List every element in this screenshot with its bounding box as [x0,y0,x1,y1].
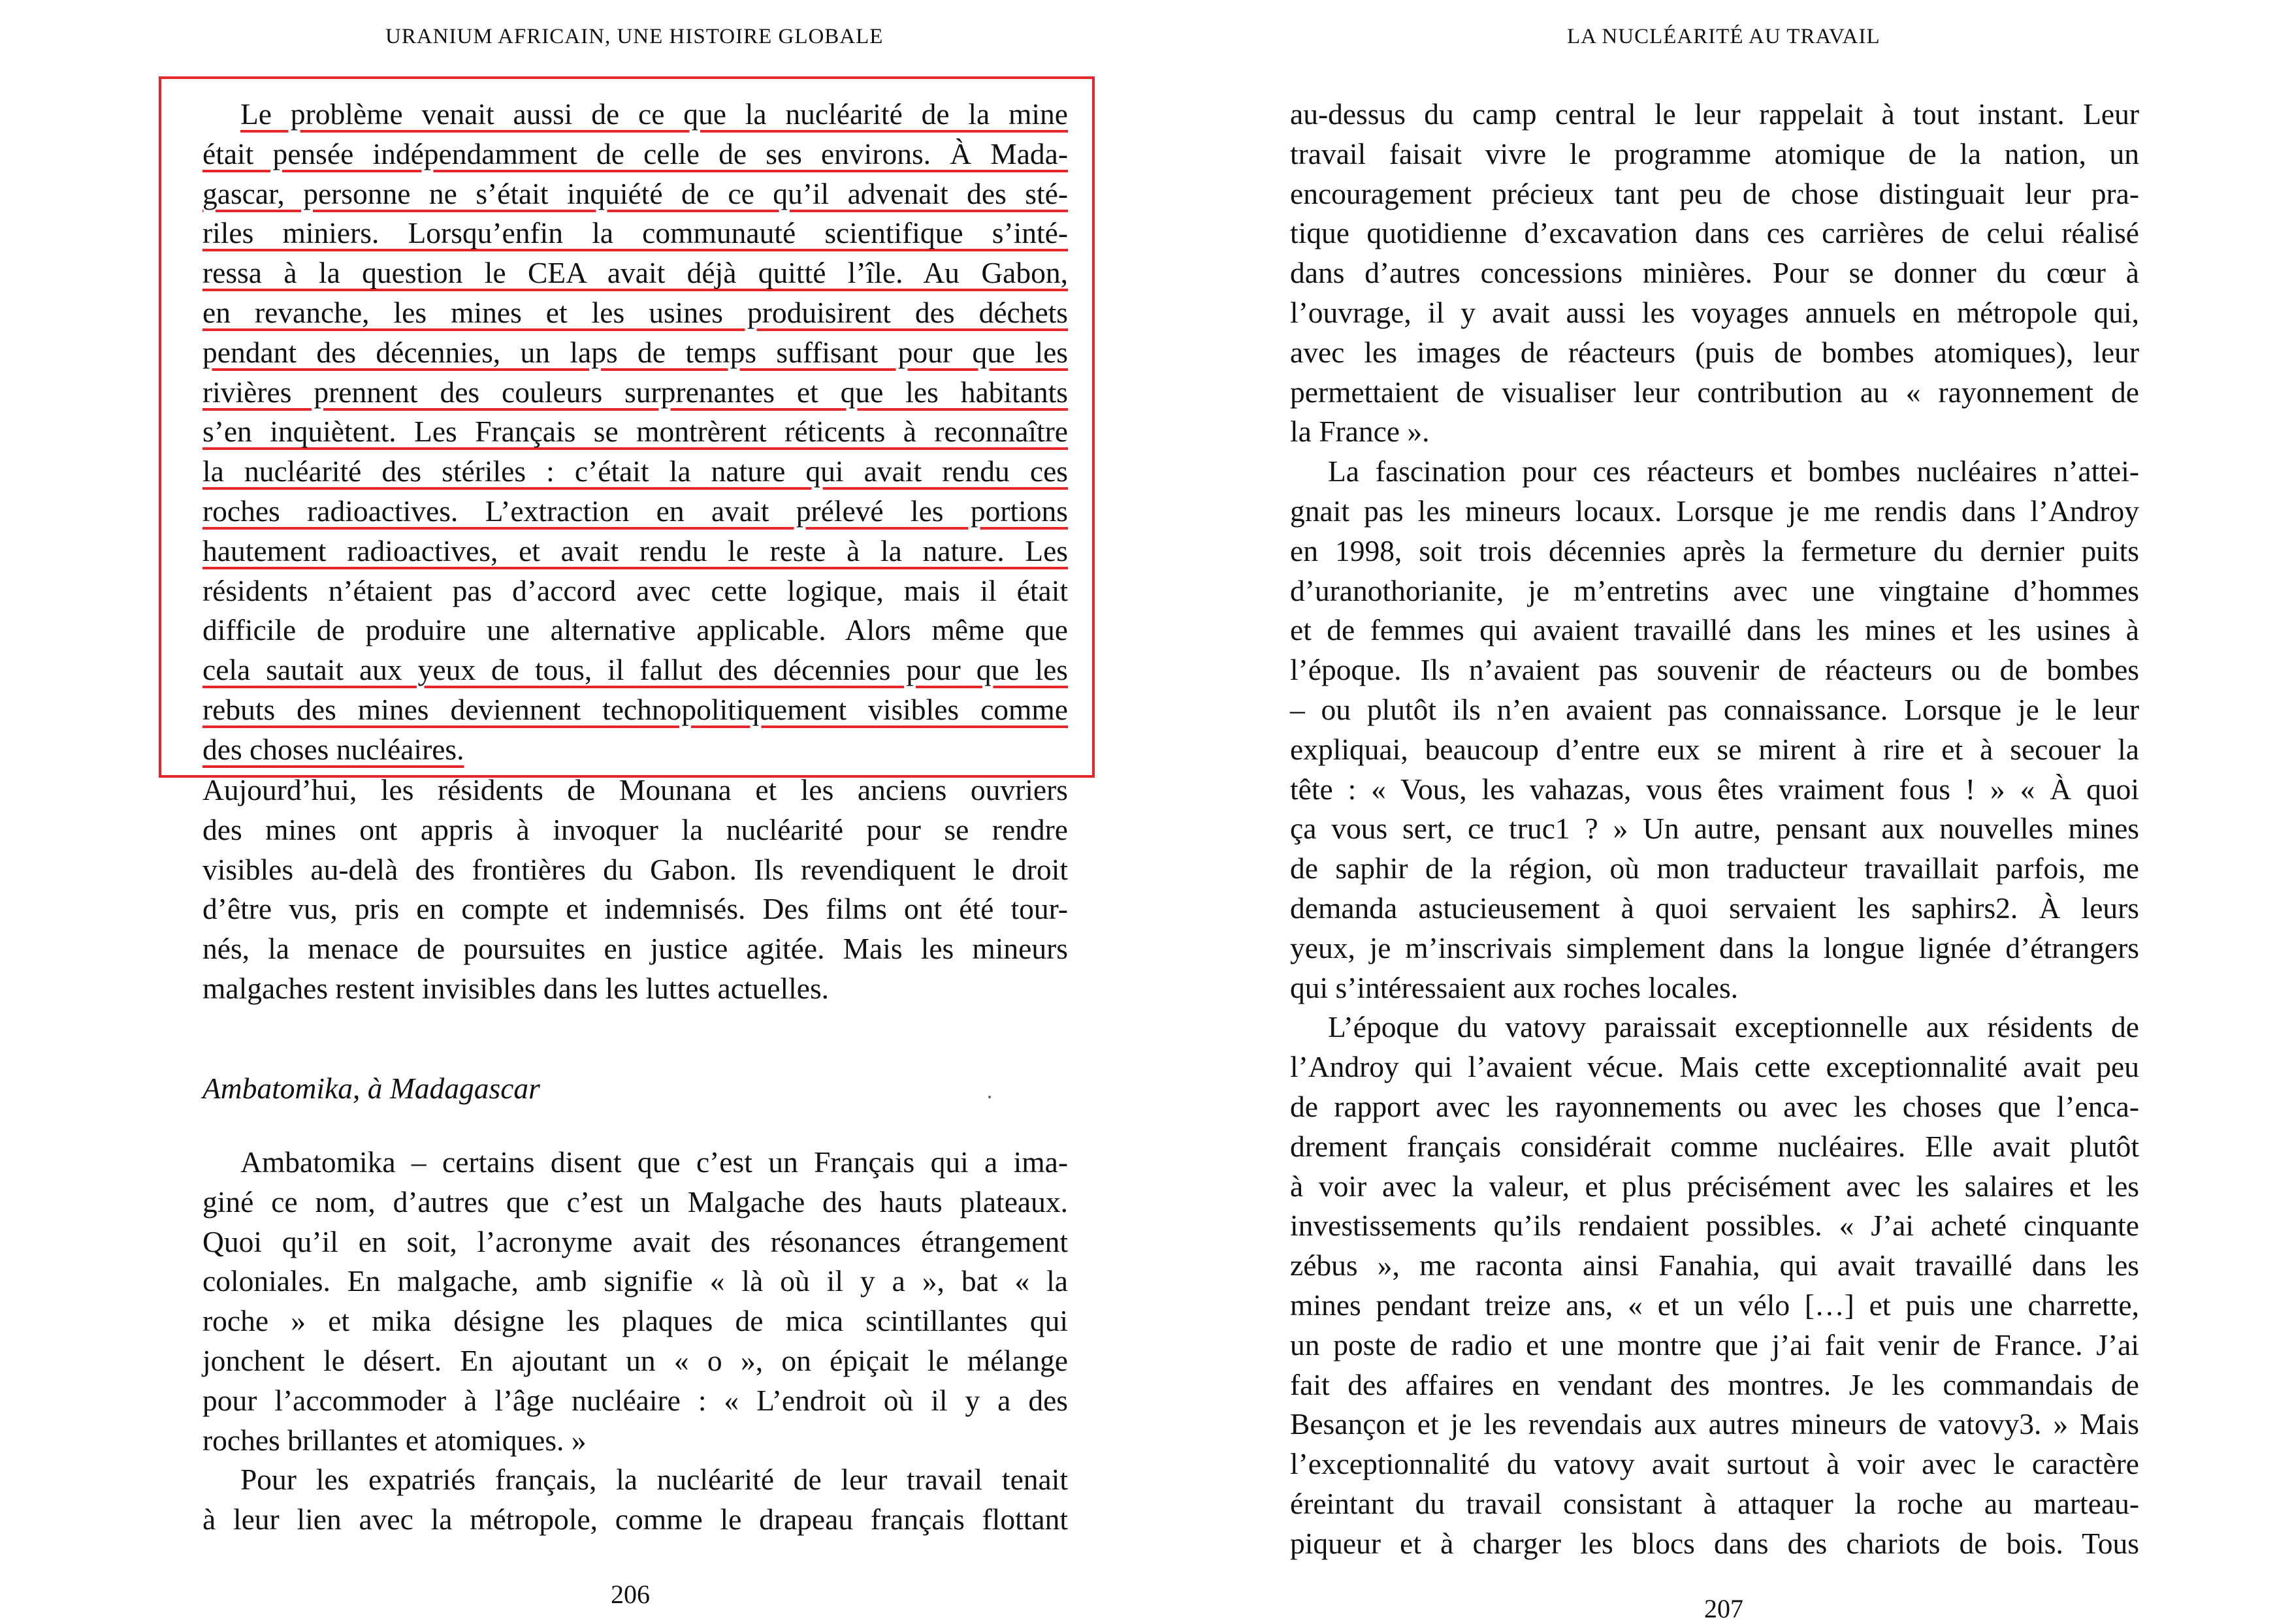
left-paragraph-3-4 [202,1143,1068,1540]
text-line: malgaches restent invisibles dans les luttes actuelles. [202,971,830,1005]
text-line: de rapport avec les rayonnements ou avec les choses que l’enca- [1290,1089,2139,1123]
text-line: zébus », me raconta ainsi Fanahia, qui avait travaillé dans les [1290,1249,2139,1282]
text-line: la France ». [1290,415,1430,449]
text-line: tête : « Vous, les vahazas, vous êtes vraiment fous ! » « À quoi [1290,772,2139,806]
text-line: gascar, personne ne s’était inquiété de ce qu’il advenait des sté- [202,176,1068,210]
text-line: Quoi qu’il en soit, l’acronyme avait des résonances étrangement [202,1224,1068,1258]
text-line: fait des affaires en vendant des montres. Je les commandais de [1290,1367,2139,1401]
text-line: pendant des décennies, un laps de temps suffisant pour que les [202,335,1068,369]
text-line: cela sautait aux yeux de tous, il fallut des décennies pour que les [202,653,1068,687]
text-line: travail faisait vivre le programme atomique de la nation, un [1290,136,2139,170]
text-line: était pensée indépendamment de celle de ses environs. À Mada- [202,136,1068,170]
text-line: Le problème venait aussi de ce que la nucléarité de la mine [240,97,1068,131]
text-line: la nucléarité des stériles : c’était la nature qui avait rendu ces [202,454,1068,488]
left-running-head: URANIUM AFRICAIN, UNE HISTOIRE GLOBALE [385,25,884,48]
text-line: et de femmes qui avaient travaillé dans les mines et les usines à [1290,613,2139,647]
text-line: de saphir de la région, où mon traducteur travaillait parfois, me [1290,852,2139,885]
text-line: d’uranothorianite, je m’entretins avec une vingtaine d’hommes [1290,573,2139,607]
text-line: pour l’accommoder à l’âge nucléaire : « L’endroit où il y a des [202,1383,1068,1417]
text-line: ressa à la question le CEA avait déjà quitté l’île. Au Gabon, [202,256,1068,290]
text-line: investissements qu’ils rendaient possibles. « J’ai acheté cinquante [1290,1209,2139,1243]
text-line: riles miniers. Lorsqu’enfin la communauté scientifique s’inté- [202,216,1068,250]
left-folio: 206 [611,1580,650,1609]
text-line: à voir avec la valeur, et plus précisément avec les salaires et les [1290,1169,2139,1203]
left-paragraph-1 [202,95,1068,770]
text-line: rivières prennent des couleurs surprenantes et que les habitants [202,375,1068,409]
text-line: yeux, je m’inscrivais simplement dans la longue lignée d’étrangers [1290,931,2139,964]
text-line: tique quotidienne d’excavation dans ces carrières de celui réalisé [1290,216,2139,250]
right-body-text [1290,95,2139,1563]
right-running-head: LA NUCLÉARITÉ AU TRAVAIL [1567,25,1880,48]
text-line: l’Androy qui l’avaient vécue. Mais cette exceptionnalité avait peu [1290,1050,2139,1084]
text-line: qui s’intéressaient aux roches locales. [1290,970,1739,1004]
text-line: s’en inquiètent. Les Français se montrèrent réticents à reconnaître [202,415,1068,449]
text-line: – ou plutôt ils n’en avaient pas connaissance. Lorsque je le leur [1290,692,2139,726]
text-line: nés, la menace de poursuites en justice agitée. Mais les mineurs [202,932,1068,966]
text-line: en 1998, soit trois décennies après la fermeture du dernier puits [1290,533,2139,567]
text-line: L’époque du vatovy paraissait exceptionnelle aux résidents de [1328,1010,2139,1044]
text-line: hautement radioactives, et avait rendu le reste à la nature. Les [202,533,1068,567]
text-line: giné ce nom, d’autres que c’est un Malgache des hauts plateaux. [202,1185,1068,1218]
text-line: ça vous sert, ce truc1 ? » Un autre, pensant aux nouvelles mines [1290,812,2139,846]
left-page [0,0,1146,1620]
text-line: roche » et mika désigne les plaques de mica scintillantes qui [202,1304,1068,1338]
right-folio: 207 [1704,1594,1743,1623]
text-line: difficile de produire une alternative applicable. Alors même que [202,613,1068,647]
text-line: dans d’autres concessions minières. Pour se donner du cœur à [1290,256,2139,290]
text-line: l’époque. Ils n’avaient pas souvenir de réacteurs ou de bombes [1290,653,2139,687]
text-line: d’être vus, pris en compte et indemnisés. Des films ont été tour- [202,892,1068,926]
stray-mark [988,1096,991,1098]
text-line: drement français considérait comme nucléaires. Elle avait plutôt [1290,1129,2139,1163]
text-line: l’ouvrage, il y avait aussi les voyages annuels en métropole qui, [1290,295,2139,329]
text-line: piqueur et à charger les blocs dans des chariots de bois. Tous [1290,1526,2139,1560]
text-line: l’exceptionnalité du vatovy avait surtout à voir avec le caractère [1290,1447,2139,1481]
text-line: visibles au-delà des frontières du Gabon. Ils revendiquent le droit [202,852,1068,886]
text-line: expliquai, beaucoup d’entre eux se mirent à rire et à secouer la [1290,732,2139,766]
text-line: un poste de radio et une montre que j’ai fait venir de France. J’ai [1290,1328,2139,1361]
text-line: des mines ont appris à invoquer la nucléarité pour se rendre [202,812,1068,846]
left-paragraph-2 [202,771,1068,1009]
section-heading: Ambatomika, à Madagascar [202,1072,540,1105]
text-line: jonchent le désert. En ajoutant un « o », on épiçait le mélange [202,1343,1068,1377]
text-line: encouragement précieux tant peu de chose distinguait leur pra- [1290,176,2139,210]
text-line: permettaient de visualiser leur contribution au « rayonnement de [1290,375,2139,409]
text-line: en revanche, les mines et les usines produisirent des déchets [202,295,1068,329]
text-line: demanda astucieusement à quoi servaient les saphirs2. À leurs [1290,891,2139,925]
text-line: éreintant du travail consistant à attaquer la roche au marteau- [1290,1486,2139,1520]
text-line: roches radioactives. L’extraction en avait prélevé les portions [202,494,1068,528]
text-line: Pour les expatriés français, la nucléarité de leur travail tenait [240,1463,1068,1497]
text-line: avec les images de réacteurs (puis de bombes atomiques), leur [1290,335,2139,369]
text-line: mines pendant treize ans, « et un vélo […] et puis une charrette, [1290,1288,2139,1322]
text-line: gnait pas les mineurs locaux. Lorsque je me rendis dans l’Androy [1290,494,2139,528]
text-line: résidents n’étaient pas d’accord avec cette logique, mais il était [202,573,1068,607]
text-line: La fascination pour ces réacteurs et bombes nucléaires n’attei- [1328,454,2139,488]
text-line: roches brillantes et atomiques. » [202,1423,587,1457]
right-page [1146,0,2292,1623]
text-line: au-dessus du camp central le leur rappelait à tout instant. Leur [1290,97,2139,131]
text-line: Besançon et je les revendais aux autres mineurs de vatovy3. » Mais [1290,1407,2139,1441]
text-line: Aujourd’hui, les résidents de Mounana et les anciens ouvriers [202,773,1068,806]
text-line: rebuts des mines deviennent technopolitiquement visibles comme [202,692,1068,726]
text-line: des choses nucléaires. [202,732,464,766]
text-line: à leur lien avec la métropole, comme le drapeau français flottant [202,1503,1068,1536]
text-line: coloniales. En malgache, amb signifie « là où il y a », bat « la [202,1264,1068,1298]
text-line: Ambatomika – certains disent que c’est un Français qui a ima- [240,1145,1068,1179]
